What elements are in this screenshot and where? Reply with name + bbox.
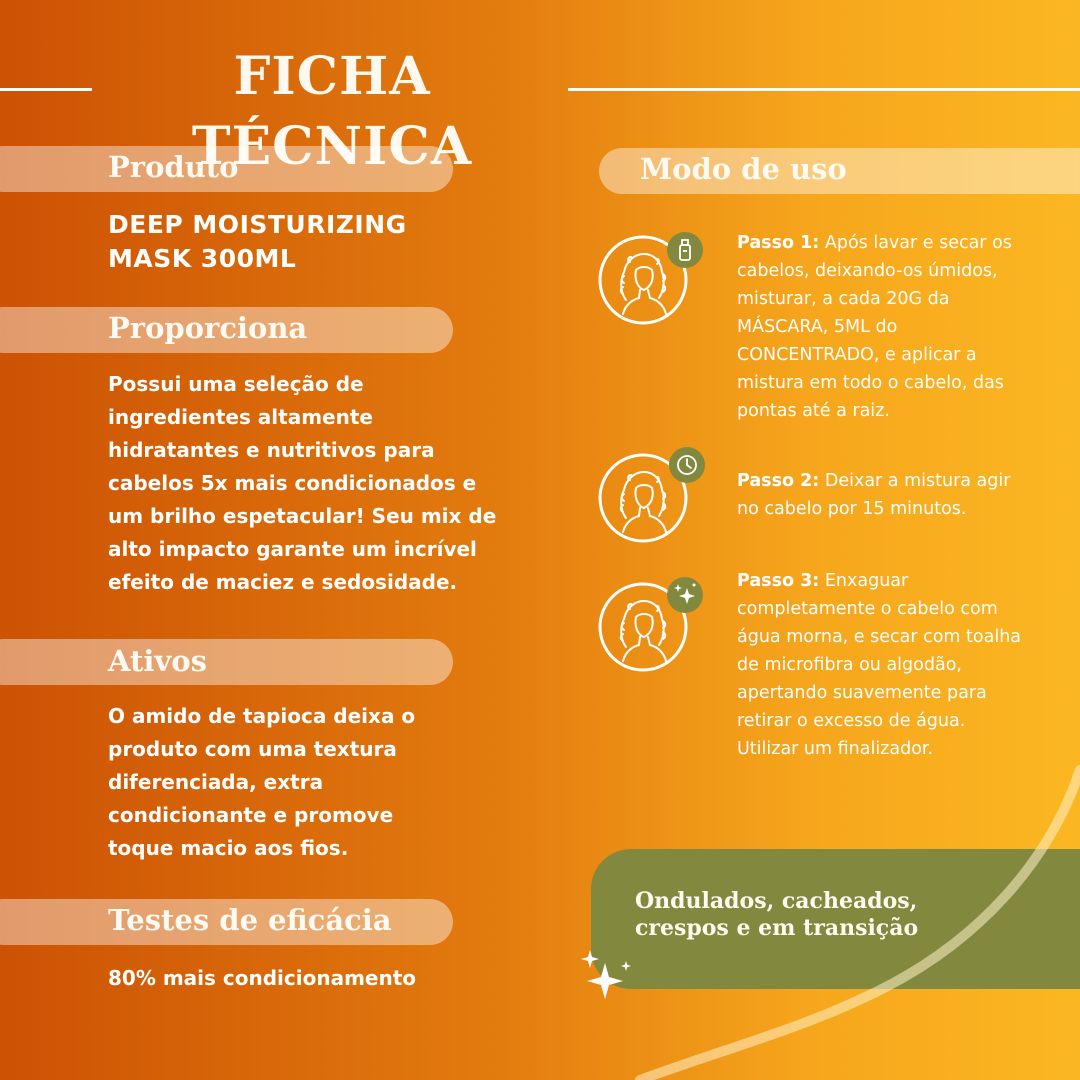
section-pill-ativos: [0, 639, 453, 685]
ativos-text: O amido de tapioca deixa o produto com uma textura diferenciada, extra condicionante e promove toque macio aos fios.: [108, 704, 416, 860]
step-2-text: [737, 467, 1037, 523]
step-1-text: [737, 229, 1027, 425]
section-heading-proporciona: Proporciona: [108, 311, 308, 345]
testes-text: 80% mais condicionamento: [108, 966, 417, 990]
step-1-title: Passo 1:: [737, 233, 820, 253]
hair-types-text: Ondulados, cacheados, crespos e em transição: [635, 888, 919, 941]
step-2-title: Passo 2:: [737, 471, 820, 491]
woman-curly-hair-icon: [596, 446, 716, 556]
step-3-icon: [596, 575, 716, 685]
page-title: FICHA TÉCNICA: [191, 46, 473, 177]
step-3-title: Passo 3:: [737, 571, 820, 591]
step-2-icon: [596, 446, 716, 556]
step-3-text: [737, 567, 1027, 763]
section-heading-ativos: Ativos: [108, 644, 207, 678]
section-heading-produto: Produto: [108, 150, 239, 184]
section-heading-modo-de-uso: Modo de uso: [640, 152, 847, 186]
step-1-icon: [596, 230, 716, 340]
woman-curly-hair-icon: [596, 230, 716, 340]
sparkles-decor-icon: [575, 945, 645, 1015]
proporciona-text: Possui uma seleção de ingredientes altamente hidratantes e nutritivos para cabelos 5x mais condicionados e um brilho espetacular! Seu mix de alto impacto garante um incrível efeito de maciez e sedosidade.: [108, 372, 497, 594]
title-rule-left: [0, 88, 92, 91]
product-name: DEEP MOISTURIZING MASK 300ML: [108, 210, 407, 273]
step-2-description: Deixar a mistura agir no cabelo por 15 minutos.: [737, 471, 1011, 519]
woman-curly-hair-icon: [596, 575, 716, 685]
title-rule-right: [568, 88, 1080, 91]
step-1-description: Após lavar e secar os cabelos, deixando-os úmidos, misturar, a cada 20G da MÁSCARA, 5ML do CONCENTRADO, e aplicar a mistura em todo o cabelo, das pontas até a raiz.: [737, 233, 1012, 421]
section-heading-testes: Testes de eficácia: [108, 903, 392, 937]
step-3-description: Enxaguar completamente o cabelo com água morna, e secar com toalha de microfibra ou algodão, apertando suavemente para retirar o excesso de água. Utilizar um finalizador.: [737, 571, 1022, 759]
